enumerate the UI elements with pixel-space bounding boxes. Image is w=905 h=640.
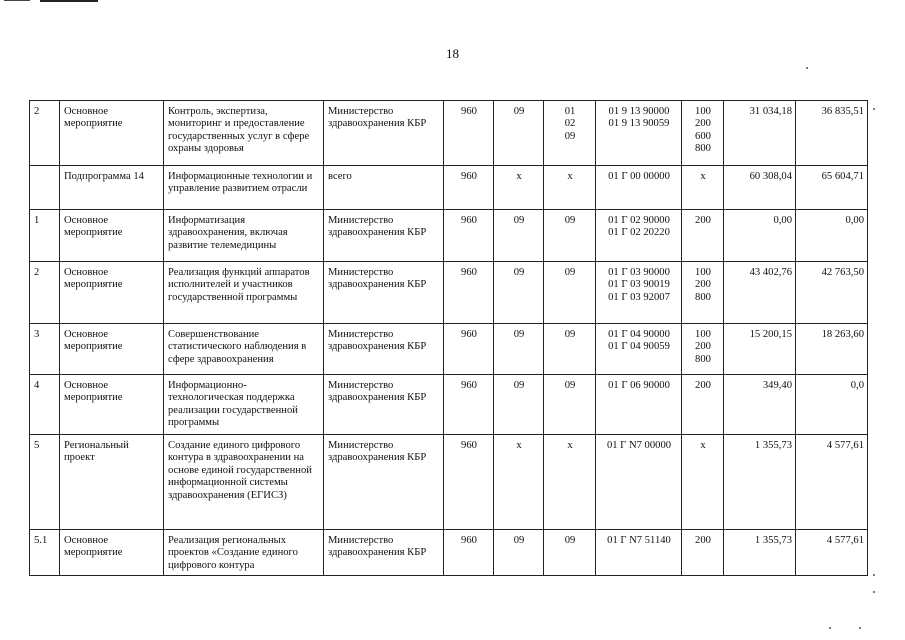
pr-cell [544,166,596,210]
table-row [30,262,868,324]
row-type-cell: Основное мероприятие [60,210,164,262]
sum-year2-cell: 36 835,51 [796,101,868,166]
table-row [30,324,868,375]
vr-line: 200 [695,380,711,391]
csr-line: 01 Г 03 92007 [608,291,670,303]
table-row [30,210,868,262]
scan-speck [829,627,831,629]
sum-year2-cell: 4 577,61 [796,530,868,576]
csr-line: 01 Г 00 00000 [608,171,670,182]
vr-cell [682,375,724,435]
table-body [30,101,868,576]
pr-line: 09 [564,380,576,391]
pr-line: 09 [564,215,576,226]
csr-line: 01 Г 02 20220 [608,227,670,239]
vr-line: 200 [695,215,711,226]
scan-speck [859,627,861,629]
scan-speck [873,591,875,593]
vr-cell [682,210,724,262]
scan-mark [40,0,98,2]
row-type-cell: Основное мероприятие [60,375,164,435]
vr-cell [682,435,724,530]
csr-cell [596,210,682,262]
pr-cell [544,435,596,530]
row-executor-cell: Министерство здравоохранения КБР [324,262,444,324]
row-type-cell: Основное мероприятие [60,101,164,166]
row-executor-cell: Министерство здравоохранения КБР [324,530,444,576]
sum-year2-cell: 18 263,60 [796,324,868,375]
row-type-cell: Подпрограмма 14 [60,166,164,210]
csr-cell [596,324,682,375]
vr-line: 100 [695,106,711,117]
sum-year1-cell: 43 402,76 [724,262,796,324]
vr-line: х [700,440,706,451]
vr-line: 600 [695,130,711,142]
sum-year2-cell: 0,0 [796,375,868,435]
csr-line: 01 Г N7 00000 [606,440,672,451]
pr-cell [544,262,596,324]
sum-year1-cell: 0,00 [724,210,796,262]
row-executor-cell: всего [324,166,444,210]
row-name-cell: Создание единого цифрового контура в здравоохранении на основе единой государственной информационной системы здравоохранения (ЕГИСЗ) [164,435,324,530]
row-number-cell: 1 [30,210,60,262]
csr-line: 01 Г 04 90059 [608,341,670,353]
row-executor-cell: Министерство здравоохранения КБР [324,210,444,262]
csr-line: 01 Г 04 90000 [608,329,670,340]
sum-year1-cell: 1 355,73 [724,530,796,576]
vr-line: 800 [695,353,711,365]
vr-line: 200 [695,118,711,130]
vr-cell [682,166,724,210]
pr-cell [544,101,596,166]
row-type-cell: Основное мероприятие [60,324,164,375]
row-type-cell: Основное мероприятие [60,262,164,324]
rz-cell: 09 [494,262,544,324]
rz-cell: х [494,435,544,530]
vr-line: 200 [695,341,711,353]
sum-year1-cell: 1 355,73 [724,435,796,530]
rz-cell: 09 [494,324,544,375]
vr-line: 100 [695,267,711,278]
vr-line: 800 [695,143,711,155]
table-row [30,530,868,576]
csr-line: 01 Г 03 90019 [608,279,670,291]
rz-cell: 09 [494,101,544,166]
pr-line: 09 [564,329,576,340]
row-executor-cell: Министерство здравоохранения КБР [324,375,444,435]
csr-line: 01 9 13 90059 [608,118,670,130]
csr-line: 01 Г 03 90000 [608,267,670,278]
vr-cell [682,262,724,324]
pr-line: 09 [564,130,576,142]
row-name-cell: Контроль, экспертиза, мониторинг и предоставление государственных услуг в сфере охраны здоровья [164,101,324,166]
scan-speck [806,67,808,69]
sum-year2-cell: 42 763,50 [796,262,868,324]
budget-table [29,100,868,576]
sum-year2-cell: 4 577,61 [796,435,868,530]
grbs-cell: 960 [444,435,494,530]
pr-line: 09 [564,535,576,546]
row-number-cell: 5.1 [30,530,60,576]
row-type-cell: Региональный проект [60,435,164,530]
grbs-cell: 960 [444,324,494,375]
sum-year1-cell: 349,40 [724,375,796,435]
rz-cell: х [494,166,544,210]
row-number-cell: 2 [30,101,60,166]
sum-year2-cell: 0,00 [796,210,868,262]
vr-line: 100 [695,329,711,340]
table-row [30,101,868,166]
vr-line: 200 [695,279,711,291]
row-number-cell [30,166,60,210]
scan-speck [873,108,875,110]
sum-year2-cell: 65 604,71 [796,166,868,210]
row-number-cell: 3 [30,324,60,375]
row-executor-cell: Министерство здравоохранения КБР [324,324,444,375]
table-row [30,435,868,530]
pr-line: х [567,171,573,182]
row-number-cell: 5 [30,435,60,530]
vr-cell [682,324,724,375]
row-number-cell: 4 [30,375,60,435]
pr-cell [544,324,596,375]
vr-line: 200 [695,535,711,546]
row-name-cell: Информатизация здравоохранения, включая развитие телемедицины [164,210,324,262]
csr-line: 01 9 13 90000 [608,106,670,117]
pr-cell [544,210,596,262]
grbs-cell: 960 [444,262,494,324]
grbs-cell: 960 [444,166,494,210]
row-type-cell: Основное мероприятие [60,530,164,576]
row-name-cell: Информационно-технологическая поддержка реализации государственной программы [164,375,324,435]
csr-line: 01 Г 06 90000 [608,380,670,391]
vr-line: х [700,171,706,182]
csr-cell [596,435,682,530]
csr-cell [596,375,682,435]
rz-cell: 09 [494,530,544,576]
csr-cell [596,530,682,576]
page-number: 18 [446,46,459,61]
pr-line: 09 [564,267,576,278]
csr-line: 01 Г N7 51140 [607,535,671,546]
row-name-cell: Информационные технологии и управление развитием отрасли [164,166,324,210]
row-name-cell: Реализация региональных проектов «Создание единого цифрового контура [164,530,324,576]
pr-line: 02 [564,118,576,130]
vr-cell [682,530,724,576]
row-name-cell: Реализация функций аппаратов исполнителей и участников государственной программы [164,262,324,324]
vr-line: 800 [695,291,711,303]
sum-year1-cell: 60 308,04 [724,166,796,210]
csr-line: 01 Г 02 90000 [608,215,670,226]
pr-cell [544,375,596,435]
row-name-cell: Совершенствование статистического наблюдения в сфере здравоохранения [164,324,324,375]
table-row [30,166,868,210]
grbs-cell: 960 [444,530,494,576]
grbs-cell: 960 [444,375,494,435]
scan-speck [873,574,875,576]
csr-cell [596,262,682,324]
grbs-cell: 960 [444,210,494,262]
row-number-cell: 2 [30,262,60,324]
pr-line: х [567,440,573,451]
row-executor-cell: Министерство здравоохранения КБР [324,435,444,530]
table-row [30,375,868,435]
rz-cell: 09 [494,375,544,435]
csr-cell [596,166,682,210]
vr-cell [682,101,724,166]
pr-cell [544,530,596,576]
rz-cell: 09 [494,210,544,262]
scan-mark [4,0,30,1]
sum-year1-cell: 15 200,15 [724,324,796,375]
pr-line: 01 [564,106,576,117]
sum-year1-cell: 31 034,18 [724,101,796,166]
csr-cell [596,101,682,166]
row-executor-cell: Министерство здравоохранения КБР [324,101,444,166]
grbs-cell: 960 [444,101,494,166]
